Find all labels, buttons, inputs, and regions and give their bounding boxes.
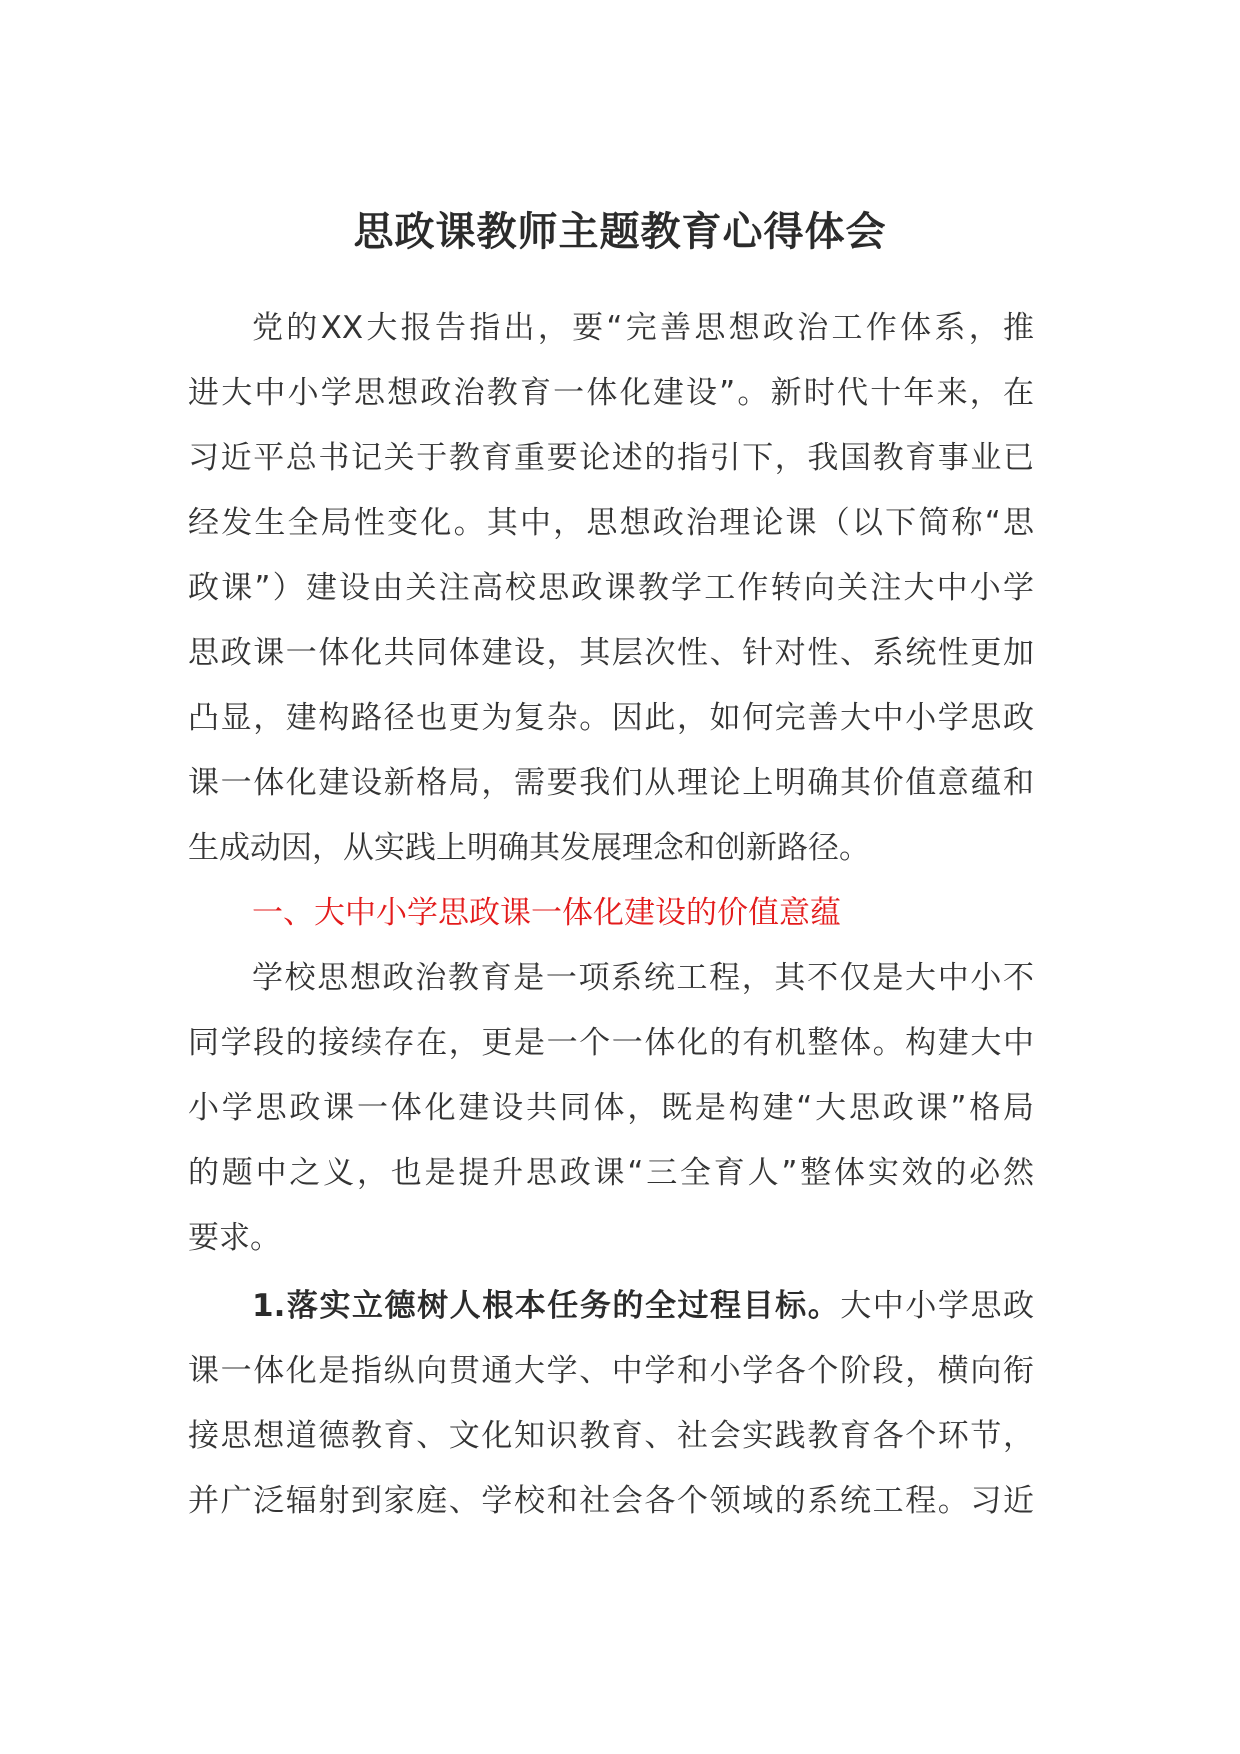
paragraph-1-line-2: 进大中小学思想政治教育一体化建设”。新时代十年来，在	[188, 375, 1034, 411]
paragraph-2-line-4: 的题中之义，也是提升思政课“三全育人”整体实效的必然	[188, 1155, 1034, 1191]
paragraph-3-lead-text: 大中小学思政	[840, 1288, 1034, 1324]
paragraph-3-lead-heading: 1.落实立德树人根本任务的全过程目标。	[252, 1288, 841, 1324]
paragraph-1-line-7: 凸显，建构路径也更为复杂。因此，如何完善大中小学思政	[188, 700, 1034, 736]
document-title: 思政课教师主题教育心得体会	[353, 209, 887, 255]
paragraph-3-line-4: 并广泛辐射到家庭、学校和社会各个领域的系统工程。习近	[188, 1483, 1034, 1519]
document-body	[188, 296, 1034, 1534]
paragraph-1-line-9: 生成动因，从实践上明确其发展理念和创新路径。	[188, 830, 870, 866]
paragraph-1-line-5: 政课”）建设由关注高校思政课教学工作转向关注大中小学	[188, 570, 1034, 606]
paragraph-1-line-1: 党的XX大报告指出，要“完善思想政治工作体系，推	[252, 310, 1034, 346]
paragraph-3-line-2: 课一体化是指纵向贯通大学、中学和小学各个阶段，横向衔	[188, 1353, 1034, 1389]
paragraph-2-line-5: 要求。	[188, 1220, 281, 1256]
paragraph-1-line-6: 思政课一体化共同体建设，其层次性、针对性、系统性更加	[188, 635, 1034, 671]
paragraph-1-line-4: 经发生全局性变化。其中，思想政治理论课（以下简称“思	[188, 505, 1034, 541]
paragraph-1-line-3: 习近平总书记关于教育重要论述的指引下，我国教育事业已	[188, 440, 1034, 476]
paragraph-2-line-1: 学校思想政治教育是一项系统工程，其不仅是大中小不	[252, 960, 1034, 996]
paragraph-3-line-3: 接思想道德教育、文化知识教育、社会实践教育各个环节，	[188, 1418, 1034, 1454]
paragraph-2-line-3: 小学思政课一体化建设共同体，既是构建“大思政课”格局	[188, 1090, 1034, 1126]
section-heading-1: 一、大中小学思政课一体化建设的价值意蕴	[252, 895, 841, 931]
paragraph-1-line-8: 课一体化建设新格局，需要我们从理论上明确其价值意蕴和	[188, 765, 1034, 801]
paragraph-2-line-2: 同学段的接续存在，更是一个一体化的有机整体。构建大中	[188, 1025, 1034, 1061]
paragraph-3-line-1	[188, 1274, 1034, 1339]
